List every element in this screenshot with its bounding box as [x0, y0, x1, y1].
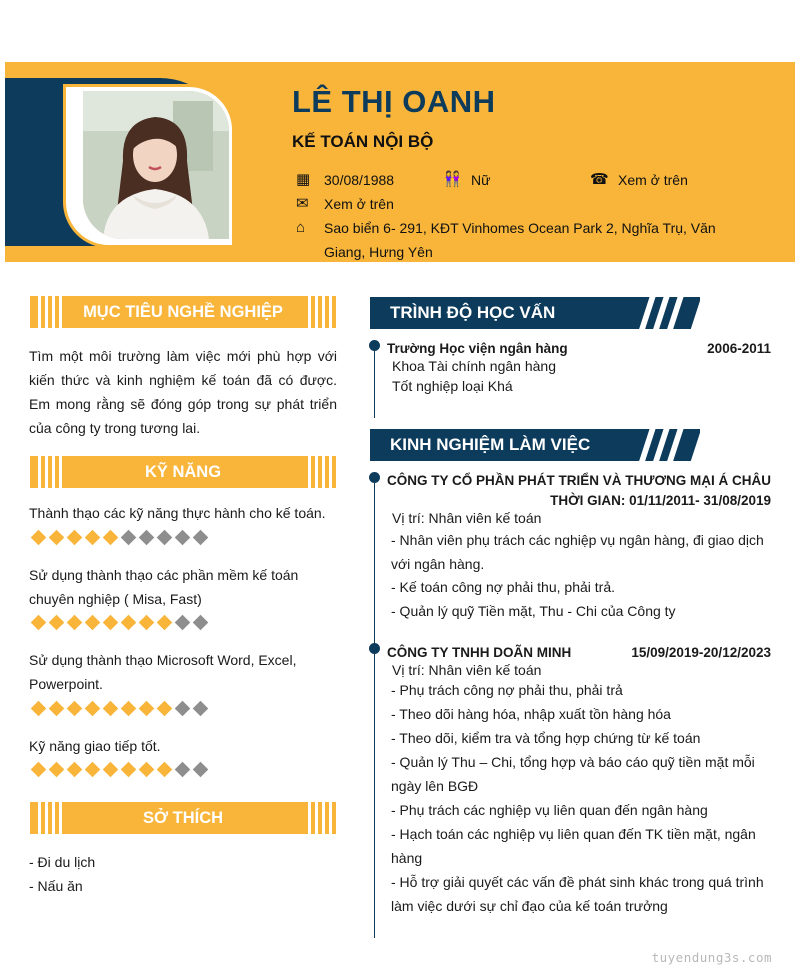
phone-icon: ☎: [590, 171, 609, 188]
rating-filled-icon: [103, 615, 119, 631]
header-band: [5, 62, 795, 262]
phone-value: Xem ở trên: [618, 172, 688, 188]
skills-header: [30, 456, 336, 488]
rating-empty-icon: [193, 701, 209, 717]
objective-header: [30, 296, 336, 328]
company-name: CÔNG TY TNHH DOÃN MINH: [387, 645, 572, 660]
job-duty: - Nhân viên phụ trách các nghiệp vụ ngân hàng, đi giao dịch với ngân hàng.: [391, 532, 764, 572]
slash-decoration: [630, 297, 700, 329]
rating-filled-icon: [31, 615, 47, 631]
rating-filled-icon: [157, 701, 173, 717]
rating-filled-icon: [85, 762, 101, 778]
job-duty: - Hỗ trợ giải quyết các vấn đề phát sinh khác trong quá trình làm việc dưới sự chỉ đạo của kế toán trưởng: [391, 874, 764, 914]
section-title: KỸ NĂNG: [144, 463, 222, 481]
rating-filled-icon: [49, 615, 65, 631]
rating-empty-icon: [121, 530, 137, 546]
rating-filled-icon: [139, 762, 155, 778]
education-period: 2006-2011: [707, 341, 771, 356]
experience-header: [370, 429, 700, 461]
job-duty: - Phụ trách công nợ phải thu, phải trả: [391, 682, 623, 698]
gender-row: [443, 168, 563, 192]
objective-text: Tìm một môi trường làm việc mới phù hợp với kiến thức và kinh nghiệm kế toán đã có được. Em mong rằng sẽ đóng góp trong sự phát triển của công ty trong tương lai.: [29, 348, 337, 436]
timeline-dot: [369, 340, 380, 351]
rating-filled-icon: [49, 530, 65, 546]
section-title: TRÌNH ĐỘ HỌC VẤN: [390, 303, 556, 322]
job-period: THỜI GIAN: 01/11/2011- 31/08/2019: [550, 493, 771, 508]
section-title: MỤC TIÊU NGHỀ NGHIỆP: [83, 303, 283, 321]
rating-filled-icon: [85, 701, 101, 717]
email-row: [296, 192, 496, 216]
education-timeline: [374, 340, 375, 418]
rating-filled-icon: [67, 762, 83, 778]
degree: Tốt nghiệp loại Khá: [392, 378, 513, 394]
rating-filled-icon: [139, 701, 155, 717]
rating-filled-icon: [67, 615, 83, 631]
skill-rating: [33, 615, 206, 631]
avatar: [83, 91, 229, 239]
education-header: [370, 297, 700, 329]
skill-rating: [33, 530, 206, 546]
gender-value: Nữ: [471, 172, 491, 188]
skill-label: Kỹ năng giao tiếp tốt.: [29, 738, 161, 754]
candidate-name: LÊ THỊ OANH: [292, 84, 496, 119]
job-duty: - Phụ trách các nghiệp vụ liên quan đến ngân hàng: [391, 802, 708, 818]
rating-empty-icon: [175, 701, 191, 717]
job-position: Vị trí: Nhân viên kế toán: [392, 662, 542, 678]
rating-filled-icon: [67, 701, 83, 717]
job-duty: - Kế toán công nợ phải thu, phải trả.: [391, 579, 615, 595]
rating-filled-icon: [31, 762, 47, 778]
hobbies-header: [30, 802, 336, 834]
timeline-dot: [369, 643, 380, 654]
skill-label: Sử dụng thành thạo các phần mềm kế toán chuyên nghiệp ( Misa, Fast): [29, 567, 299, 607]
skill-label: Sử dụng thành thạo Microsoft Word, Excel, Powerpoint.: [29, 652, 297, 692]
rating-filled-icon: [121, 762, 137, 778]
email-icon: ✉: [296, 195, 309, 212]
rating-empty-icon: [193, 615, 209, 631]
skill-label: Thành thạo các kỹ năng thực hành cho kế toán.: [29, 505, 326, 521]
rating-filled-icon: [85, 530, 101, 546]
job-title: KẾ TOÁN NỘI BỘ: [292, 132, 434, 151]
rating-empty-icon: [175, 762, 191, 778]
job-position: Vị trí: Nhân viên kế toán: [392, 510, 542, 526]
rating-filled-icon: [31, 530, 47, 546]
gender-icon: 👭: [443, 171, 462, 188]
job-duty: - Quản lý quỹ Tiền mặt, Thu - Chi của Công ty: [391, 603, 676, 619]
rating-empty-icon: [139, 530, 155, 546]
rating-filled-icon: [49, 701, 65, 717]
rating-filled-icon: [157, 762, 173, 778]
rating-empty-icon: [193, 530, 209, 546]
rating-filled-icon: [157, 615, 173, 631]
job-period: 15/09/2019-20/12/2023: [631, 645, 771, 660]
rating-empty-icon: [175, 615, 191, 631]
rating-empty-icon: [193, 762, 209, 778]
rating-filled-icon: [103, 530, 119, 546]
rating-filled-icon: [31, 701, 47, 717]
skill-rating: [33, 701, 206, 717]
skill-rating: [33, 762, 206, 778]
job-duty: - Theo dõi, kiểm tra và tổng hợp chứng từ kế toán: [391, 730, 701, 746]
rating-filled-icon: [67, 530, 83, 546]
address-line2: Giang, Hưng Yên: [324, 244, 433, 260]
birthdate-row: [296, 168, 436, 192]
company-name: CÔNG TY CỔ PHẦN PHÁT TRIỂN VÀ THƯƠNG MẠI Á CHÂU: [387, 473, 771, 488]
address-row: [296, 216, 756, 264]
rating-filled-icon: [49, 762, 65, 778]
address-line1: Sao biển 6- 291, KĐT Vinhomes Ocean Park 2, Nghĩa Trụ, Văn: [324, 220, 716, 236]
hobby-item: - Đi du lịch: [29, 854, 96, 870]
email-value: Xem ở trên: [324, 196, 394, 212]
job-duty: - Quản lý Thu – Chi, tổng hợp và báo cáo quỹ tiền mặt mỗi ngày lên BGĐ: [391, 754, 755, 794]
slash-decoration: [630, 429, 700, 461]
home-icon: ⌂: [296, 219, 306, 236]
rating-empty-icon: [157, 530, 173, 546]
job-duty: - Hạch toán các nghiệp vụ liên quan đến TK tiền mặt, ngân hàng: [391, 826, 756, 866]
rating-filled-icon: [103, 762, 119, 778]
rating-filled-icon: [121, 615, 137, 631]
section-title: SỞ THÍCH: [142, 809, 224, 827]
rating-empty-icon: [175, 530, 191, 546]
section-title: KINH NGHIỆM LÀM VIỆC: [390, 435, 591, 454]
timeline-dot: [369, 472, 380, 483]
rating-filled-icon: [121, 701, 137, 717]
school-name: Trường Học viện ngân hàng: [387, 341, 568, 356]
job-duty: - Theo dõi hàng hóa, nhập xuất tồn hàng hóa: [391, 706, 671, 722]
hobby-item: - Nấu ăn: [29, 878, 83, 894]
phone-row: [590, 168, 740, 192]
experience-timeline: [374, 474, 375, 938]
calendar-icon: ▦: [296, 171, 311, 188]
watermark: tuyendung3s.com: [651, 950, 772, 965]
rating-filled-icon: [103, 701, 119, 717]
rating-filled-icon: [139, 615, 155, 631]
faculty: Khoa Tài chính ngân hàng: [392, 358, 556, 374]
rating-filled-icon: [85, 615, 101, 631]
birthdate-value: 30/08/1988: [324, 172, 395, 188]
